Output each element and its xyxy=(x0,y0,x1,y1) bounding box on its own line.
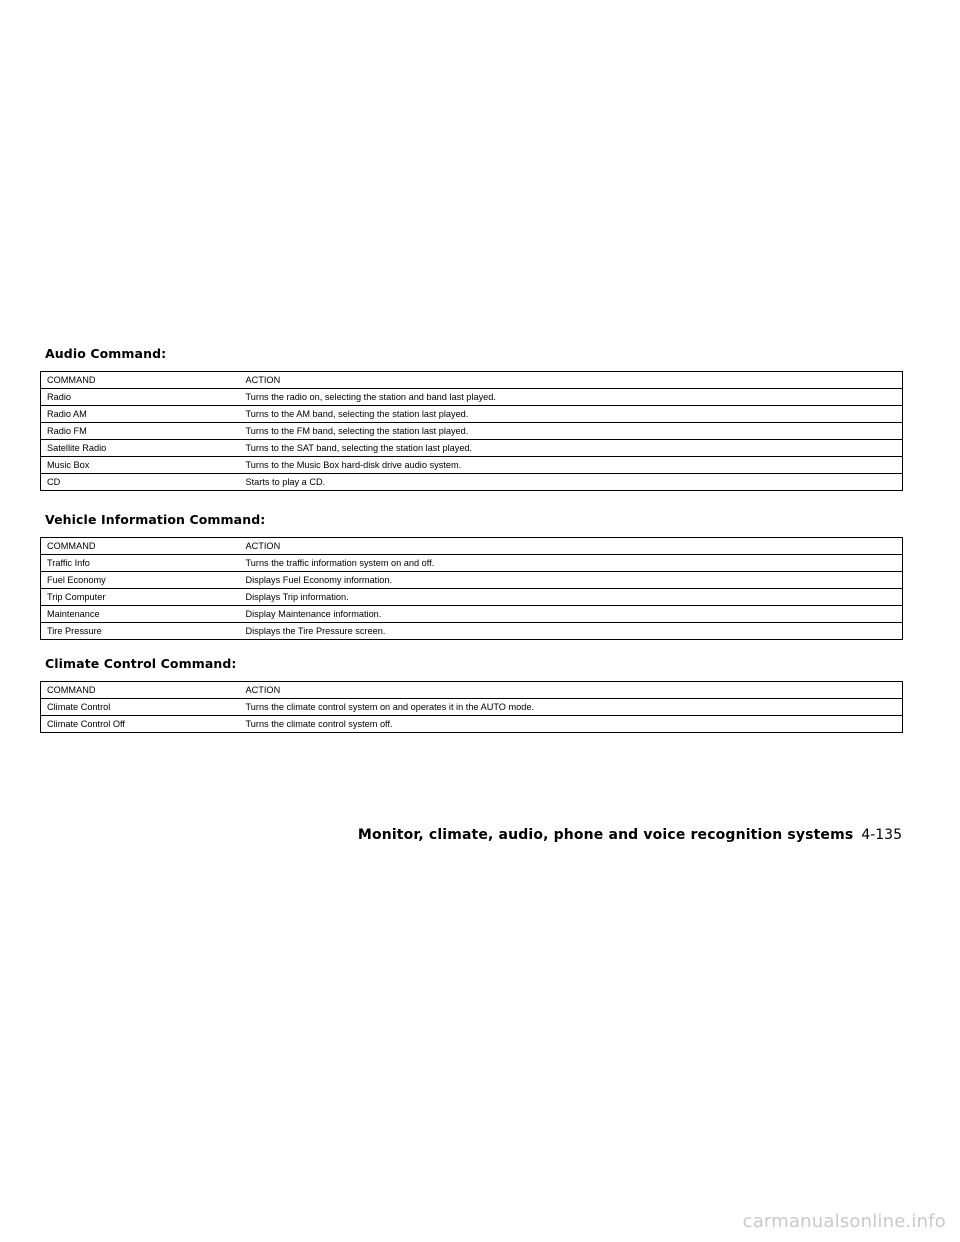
table-row xyxy=(41,457,903,474)
table-row xyxy=(41,716,903,733)
climate-control-command-table xyxy=(40,681,903,733)
page-footer xyxy=(40,826,902,846)
chapter-title: Monitor, climate, audio, phone and voice recognition systems xyxy=(357,827,854,843)
action-cell: Displays Trip information. xyxy=(240,589,903,606)
table-row xyxy=(41,406,903,423)
action-cell: Turns to the FM band, selecting the station last played. xyxy=(240,423,903,440)
table-row xyxy=(41,589,903,606)
command-cell: CD xyxy=(41,474,240,491)
command-cell: Satellite Radio xyxy=(41,440,240,457)
table-header-row xyxy=(41,372,903,389)
command-cell: Climate Control Off xyxy=(41,716,240,733)
command-cell: Radio AM xyxy=(41,406,240,423)
action-cell: Turns to the SAT band, selecting the station last played. xyxy=(240,440,903,457)
column-header-command: COMMAND xyxy=(41,682,240,699)
column-header-action: ACTION xyxy=(240,538,903,555)
vehicle-information-command-table xyxy=(40,537,903,640)
action-cell: Turns to the Music Box hard-disk drive audio system. xyxy=(240,457,903,474)
action-cell: Turns to the AM band, selecting the station last played. xyxy=(240,406,903,423)
command-cell: Trip Computer xyxy=(41,589,240,606)
table-row xyxy=(41,572,903,589)
table-row xyxy=(41,555,903,572)
command-cell: Tire Pressure xyxy=(41,623,240,640)
column-header-command: COMMAND xyxy=(41,538,240,555)
section-title-audio: Audio Command: xyxy=(45,346,167,361)
table-row xyxy=(41,623,903,640)
action-cell: Display Maintenance information. xyxy=(240,606,903,623)
command-cell: Radio xyxy=(41,389,240,406)
action-cell: Turns the climate control system on and operates it in the AUTO mode. xyxy=(240,699,903,716)
climate-control-command-section xyxy=(40,656,902,733)
table-row xyxy=(41,423,903,440)
section-title-climate-control: Climate Control Command: xyxy=(45,656,237,671)
action-cell: Displays Fuel Economy information. xyxy=(240,572,903,589)
section-title-vehicle-information: Vehicle Information Command: xyxy=(45,512,266,527)
table-row xyxy=(41,389,903,406)
command-cell: Climate Control xyxy=(41,699,240,716)
column-header-action: ACTION xyxy=(240,682,903,699)
audio-command-table xyxy=(40,371,903,491)
command-cell: Fuel Economy xyxy=(41,572,240,589)
action-cell: Turns the climate control system off. xyxy=(240,716,903,733)
table-row xyxy=(41,474,903,491)
action-cell: Turns the traffic information system on and off. xyxy=(240,555,903,572)
page-number: 4-135 xyxy=(861,827,902,843)
action-cell: Displays the Tire Pressure screen. xyxy=(240,623,903,640)
table-header-row xyxy=(41,682,903,699)
audio-command-section xyxy=(40,346,902,491)
table-row xyxy=(41,606,903,623)
vehicle-information-command-section xyxy=(40,512,902,640)
command-cell: Maintenance xyxy=(41,606,240,623)
action-cell: Starts to play a CD. xyxy=(240,474,903,491)
table-row xyxy=(41,699,903,716)
command-cell: Music Box xyxy=(41,457,240,474)
command-cell: Radio FM xyxy=(41,423,240,440)
command-cell: Traffic Info xyxy=(41,555,240,572)
table-header-row xyxy=(41,538,903,555)
column-header-command: COMMAND xyxy=(41,372,240,389)
column-header-action: ACTION xyxy=(240,372,903,389)
action-cell: Turns the radio on, selecting the station and band last played. xyxy=(240,389,903,406)
table-row xyxy=(41,440,903,457)
watermark: carmanualsonline.info xyxy=(742,1211,946,1232)
